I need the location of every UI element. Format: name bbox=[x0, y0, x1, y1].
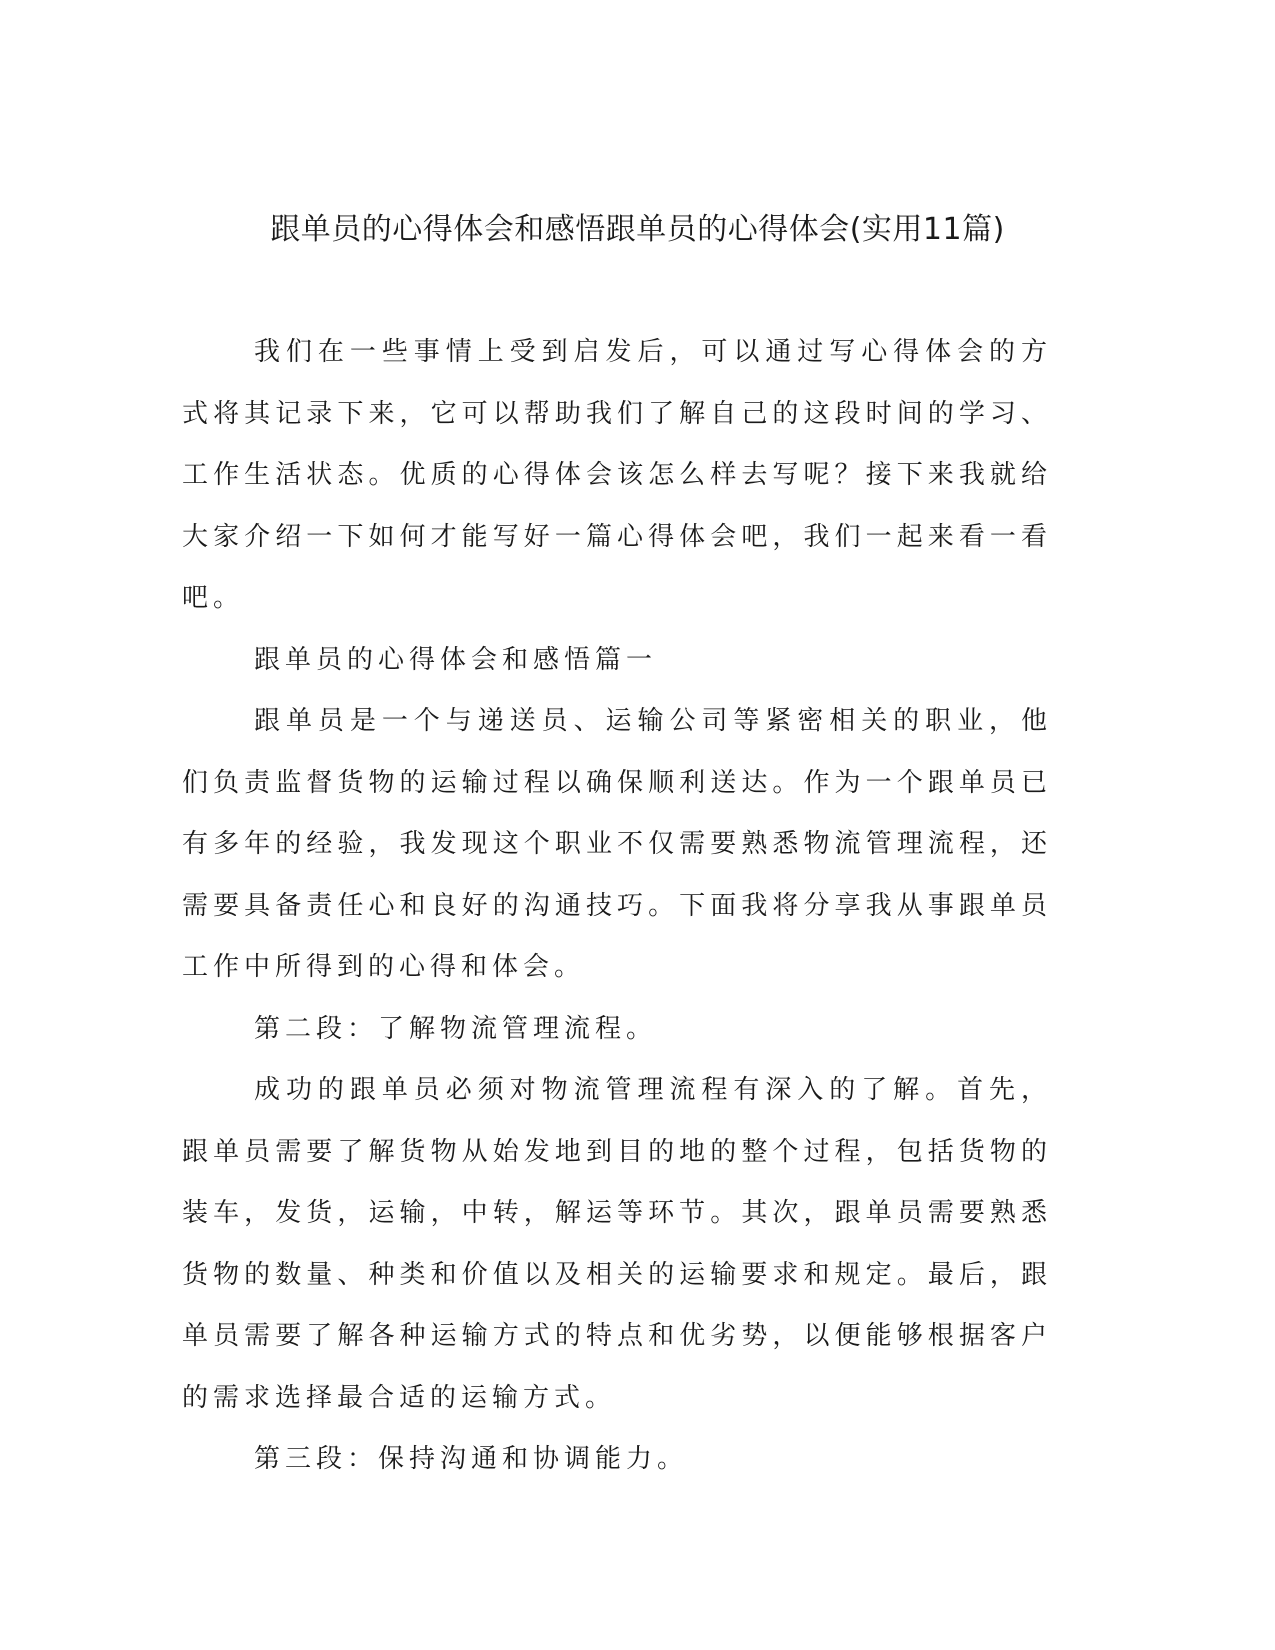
paragraph-job-overview: 跟单员是一个与递送员、运输公司等紧密相关的职业，他们负责监督货物的运输过程以确保顺利送达。作为一个跟单员已有多年的经验，我发现这个职业不仅需要熟悉物流管理流程，还需要具备责任心和良好的沟通技巧。下面我将分享我从事跟单员工作中所得到的心得和体会。 bbox=[182, 706, 1052, 982]
section-heading-second: 第二段：了解物流管理流程。 bbox=[254, 1013, 658, 1044]
document-body bbox=[182, 322, 1052, 1491]
intro-paragraph: 我们在一些事情上受到启发后，可以通过写心得体会的方式将其记录下来，它可以帮助我们了解自己的这段时间的学习、工作生活状态。优质的心得体会该怎么样去写呢？接下来我就给大家介绍一下如何才能写好一篇心得体会吧，我们一起来看一看吧。 bbox=[182, 337, 1052, 613]
section-heading-third: 第三段：保持沟通和协调能力。 bbox=[254, 1444, 689, 1474]
section-heading-part-one: 跟单员的心得体会和感悟篇一 bbox=[254, 644, 658, 675]
document-title: 跟单员的心得体会和感悟跟单员的心得体会(实用11篇) bbox=[270, 212, 1005, 247]
paragraph-logistics-process: 成功的跟单员必须对物流管理流程有深入的了解。首先，跟单员需要了解货物从始发地到目的地的整个过程，包括货物的装车，发货，运输，中转，解运等环节。其次，跟单员需要熟悉货物的数量、种类和价值以及相关的运输要求和规定。最后，跟单员需要了解各种运输方式的特点和优劣势，以便能够根据客户的需求选择最合适的运输方式。 bbox=[182, 1075, 1052, 1413]
